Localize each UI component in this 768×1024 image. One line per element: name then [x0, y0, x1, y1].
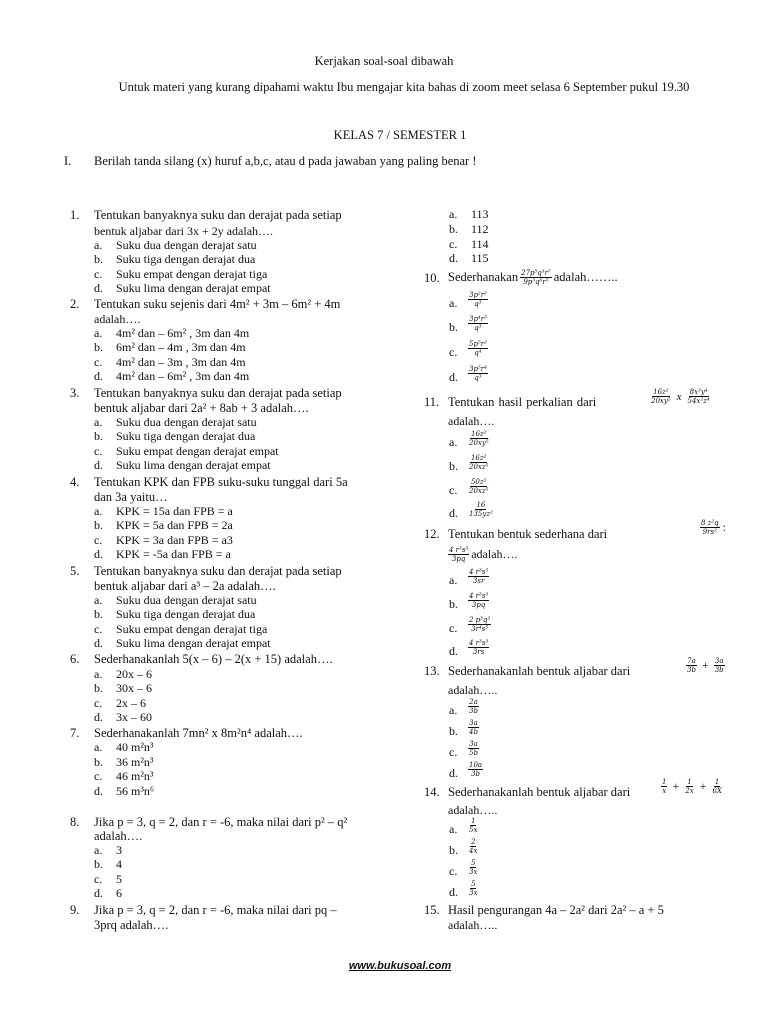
q9-text-line1: Jika p = 3, q = 2, dan r = -6, maka nilai dari pq – [94, 903, 337, 917]
q7-option-d-letter[interactable]: d. [94, 784, 103, 798]
q2-option-d-letter[interactable]: d. [94, 369, 103, 383]
q2-option-c-letter[interactable]: c. [94, 355, 103, 369]
q3-option-c-letter[interactable]: c. [94, 444, 103, 458]
q3-text-line2: bentuk aljabar dari 2a² + 8ab + 3 adalah…. [94, 401, 309, 415]
q15-text-line2: adalah….. [448, 918, 498, 932]
q5-option-b: Suku tiga dengan derajat dua [116, 607, 256, 621]
q10-option-a-letter[interactable]: a. [449, 296, 458, 310]
header-line-2: Untuk materi yang kurang dipahami waktu Ibu mengajar kita bahas di zoom meet selasa 6 September pukul 19.30 [118, 80, 690, 94]
q3-number: 3. [70, 386, 80, 400]
q9-option-d: 115 [471, 251, 489, 265]
q8-option-b-letter[interactable]: b. [94, 857, 103, 871]
q13-option-a-letter[interactable]: a. [449, 703, 458, 717]
q7-option-a-letter[interactable]: a. [94, 740, 103, 754]
q1-option-b: Suku tiga dengan derajat dua [116, 252, 256, 266]
q6-option-c: 2x – 6 [116, 696, 146, 710]
q10-option-c: $\frac{\text{5p⁵r²}}{\text{q⁴}}$ [469, 339, 487, 357]
q4-option-c-letter[interactable]: c. [94, 533, 103, 547]
q14-option-b-letter[interactable]: b. [449, 843, 458, 857]
q5-option-c: Suku empat dengan derajat tiga [116, 622, 268, 636]
q1-option-a-letter[interactable]: a. [94, 238, 103, 252]
q12-expression-1: $\frac{\text{8 z²q}}{\text{9rs²}}$ : [701, 519, 726, 536]
q8-text-line2: adalah…. [94, 829, 143, 843]
q3-text-line1: Tentukan banyaknya suku dan derajat pada setiap [94, 386, 342, 400]
q12-text: Tentukan bentuk sederhana dari [448, 527, 608, 541]
q8-option-a: 3 [116, 843, 122, 857]
q4-option-b: KPK = 5a dan FPB = 2a [116, 518, 233, 532]
q10-tail: adalah…….. [553, 270, 618, 284]
q6-option-c-letter[interactable]: c. [94, 696, 103, 710]
q12-option-c: $\frac{\text{2 p³q²}}{\text{3r⁴s⁵}}$ [469, 615, 491, 633]
q6-option-b-letter[interactable]: b. [94, 681, 103, 695]
q5-option-c-letter[interactable]: c. [94, 622, 103, 636]
q3-option-c: Suku empat dengan derajat empat [116, 444, 279, 458]
q9-number: 9. [70, 903, 80, 917]
q14-option-d: $\frac{5}{3x}$ [469, 879, 478, 897]
q8-text-line1: Jika p = 3, q = 2, dan r = -6, maka nilai dari p² – q² [94, 815, 348, 829]
q5-text-line2: bentuk aljabar dari a³ – 2a adalah…. [94, 579, 276, 593]
q5-option-a-letter[interactable]: a. [94, 593, 103, 607]
q8-option-d: 6 [116, 886, 122, 900]
q13-option-d-letter[interactable]: d. [449, 766, 458, 780]
q8-option-a-letter[interactable]: a. [94, 843, 103, 857]
q2-option-a: 4m² dan – 6m² , 3m dan 4m [116, 326, 250, 340]
q7-text-line1: Sederhanakanlah 7mn² x 8m²n⁴ adalah…. [94, 726, 303, 740]
q6-text-line1: Sederhanakanlah 5(x – 6) – 2(x + 15) adalah…. [94, 652, 333, 666]
q11-option-a: $\frac{\text{16z²}}{\text{20xy⁵}}$ [469, 429, 489, 447]
q10-expression: $\frac{\text{27p⁵q³r⁷}}{\text{9p³q⁶r⁵}}$ [521, 268, 551, 286]
q1-option-c: Suku empat dengan derajat tiga [116, 267, 268, 281]
q8-option-d-letter[interactable]: d. [94, 886, 103, 900]
q13-option-c: $\frac{3a}{5b}$ [469, 739, 478, 757]
q11-text: Tentukan hasil perkalian dari [448, 395, 597, 409]
q14-text: Sederhanakanlah bentuk aljabar dari [448, 785, 631, 799]
q4-option-b-letter[interactable]: b. [94, 518, 103, 532]
q5-option-b-letter[interactable]: b. [94, 607, 103, 621]
q2-number: 2. [70, 297, 80, 311]
q6-option-b: 30x – 6 [116, 681, 152, 695]
q9-text-line2: 3prq adalah…. [94, 918, 169, 932]
q5-option-d: Suku lima dengan derajat empat [116, 636, 271, 650]
q6-number: 6. [70, 652, 80, 666]
q3-option-a: Suku dua dengan derajat satu [116, 415, 257, 429]
q12-option-a: $\frac{\text{4 r³s⁵}}{3sr}$ [469, 567, 489, 585]
q4-option-d-letter[interactable]: d. [94, 547, 103, 561]
q4-option-d: KPK = -5a dan FPB = a [116, 547, 231, 561]
q14-option-a: $\frac{1}{5x}$ [469, 816, 478, 834]
q12-option-b-letter[interactable]: b. [449, 597, 458, 611]
header-line-1: Kerjakan soal-soal dibawah [314, 54, 454, 68]
q12-number: 12. [424, 527, 440, 541]
q13-number: 13. [424, 664, 440, 678]
q11-number: 11. [424, 395, 440, 409]
q13-expression: $\frac{7a}{3b}$ + $\frac{3a}{3b}$ [687, 657, 724, 674]
q12-option-c-letter[interactable]: c. [449, 621, 458, 635]
q9-option-a: 113 [471, 207, 489, 221]
q4-number: 4. [70, 475, 80, 489]
q12-option-a-letter[interactable]: a. [449, 573, 458, 587]
footer-link[interactable]: www.bukusoal.com [348, 960, 452, 972]
q3-option-d-letter[interactable]: d. [94, 458, 103, 472]
q4-text-line2: dan 3a yaitu… [94, 490, 168, 504]
q14-option-c: $\frac{5}{3x}$ [469, 858, 478, 876]
q4-text-line1: Tentukan KPK dan FPB suku-suku tunggal dari 5a [94, 475, 348, 489]
section-number: I. [64, 154, 72, 168]
q5-option-d-letter[interactable]: d. [94, 636, 103, 650]
q7-option-d: 56 m³n⁶ [116, 784, 155, 798]
q11-option-a-letter[interactable]: a. [449, 435, 458, 449]
q12-option-d: $\frac{\text{4 r³s³}}{3rs}$ [469, 638, 489, 656]
q10-option-d: $\frac{\text{3p⁵r⁴}}{\text{q³}}$ [469, 364, 487, 382]
q7-option-b: 36 m²n³ [116, 755, 154, 769]
q7-option-b-letter[interactable]: b. [94, 755, 103, 769]
q9-option-b: 112 [471, 222, 489, 236]
q7-number: 7. [70, 726, 80, 740]
class-title: KELAS 7 / SEMESTER 1 [333, 128, 467, 142]
q4-option-a: KPK = 15a dan FPB = a [116, 504, 233, 518]
q10-option-b: $\frac{\text{3p⁴r⁵}}{\text{q³}}$ [469, 314, 487, 332]
q14-option-d-letter[interactable]: d. [449, 885, 458, 899]
q15-number: 15. [424, 903, 440, 917]
q12-expression-2: $\frac{\text{4 r³s³}}{3pq}$ adalah…. [449, 545, 518, 563]
q6-option-d: 3x – 60 [116, 710, 152, 724]
q13-text: Sederhanakanlah bentuk aljabar dari [448, 664, 631, 678]
q1-number: 1. [70, 208, 80, 222]
q2-option-d: 4m² dan – 6m² , 3m dan 4m [116, 369, 250, 383]
q2-option-a-letter[interactable]: a. [94, 326, 103, 340]
q6-option-a: 20x – 6 [116, 667, 152, 681]
q1-option-a: Suku dua dengan derajat satu [116, 238, 257, 252]
q9-option-a-letter[interactable]: a. [449, 207, 458, 221]
q4-option-c: KPK = 3a dan FPB = a3 [116, 533, 233, 547]
q6-option-a-letter[interactable]: a. [94, 667, 103, 681]
q1-option-c-letter[interactable]: c. [94, 267, 103, 281]
q2-option-c: 4m² dan – 3m , 3m dan 4m [116, 355, 246, 369]
q3-option-b-letter[interactable]: b. [94, 429, 103, 443]
q1-option-d: Suku lima dengan derajat empat [116, 281, 271, 295]
q9-option-b-letter[interactable]: b. [449, 222, 458, 236]
q10-option-b-letter[interactable]: b. [449, 320, 458, 334]
q1-text-line1: Tentukan banyaknya suku dan derajat pada setiap [94, 208, 342, 222]
q2-text-line1: Tentukan suku sejenis dari 4m² + 3m – 6m² + 4m [94, 297, 341, 311]
q11-option-c: $\frac{\text{50z⁵}}{\text{20xz⁵}}$ [469, 477, 489, 495]
q14-text-line2: adalah….. [448, 803, 498, 817]
q1-option-d-letter[interactable]: d. [94, 281, 103, 295]
q7-option-a: 40 m²n³ [116, 740, 154, 754]
q8-number: 8. [70, 815, 80, 829]
q5-text-line1: Tentukan banyaknya suku dan derajat pada setiap [94, 564, 342, 578]
q7-option-c: 46 m²n³ [116, 769, 154, 783]
q15-text-line1: Hasil pengurangan 4a – 2a² dari 2a² – a + 5 [448, 903, 664, 917]
q10-text: Sederhanakan [448, 270, 519, 284]
q11-option-c-letter[interactable]: c. [449, 483, 458, 497]
q12-option-b: $\frac{\text{4 r³s³}}{3pq}$ [469, 591, 489, 609]
q5-number: 5. [70, 564, 80, 578]
q3-option-b: Suku tiga dengan derajat dua [116, 429, 256, 443]
q13-text-line2: adalah….. [448, 683, 498, 697]
q5-option-a: Suku dua dengan derajat satu [116, 593, 257, 607]
q11-text-line2: adalah…. [448, 414, 495, 428]
q7-option-c-letter[interactable]: c. [94, 769, 103, 783]
q13-option-a: $\frac{2a}{3b}$ [469, 697, 478, 715]
q14-option-a-letter[interactable]: a. [449, 822, 458, 836]
q10-option-d-letter[interactable]: d. [449, 370, 458, 384]
q8-option-b: 4 [116, 857, 122, 871]
q8-option-c-letter[interactable]: c. [94, 872, 103, 886]
q12-option-d-letter[interactable]: d. [449, 644, 458, 658]
q8-option-c: 5 [116, 872, 122, 886]
q14-option-b: $\frac{2}{4x}$ [469, 837, 478, 855]
q11-expression: $\frac{\text{16z²}}{\text{20xy⁵}}$ x $\frac{\text{8x³y⁴}}{\text{54x²z⁴}}$ [651, 388, 710, 405]
q10-option-c-letter[interactable]: c. [449, 345, 458, 359]
q10-number: 10. [424, 271, 440, 285]
q14-expression: $\frac{1}{x}$ + $\frac{1}{2x}$ + $\frac{1}{6X}$ [662, 778, 722, 795]
q9-option-c: 114 [471, 237, 489, 251]
q9-option-c-letter[interactable]: c. [449, 237, 458, 251]
q14-option-c-letter[interactable]: c. [449, 864, 458, 878]
q4-option-a-letter[interactable]: a. [94, 504, 103, 518]
q11-option-d: $\frac{16}{\text{135yz²}}$ [469, 500, 493, 518]
q2-text-line2: adalah…. [94, 312, 141, 326]
q13-option-b-letter[interactable]: b. [449, 724, 458, 738]
q14-number: 14. [424, 785, 440, 799]
q2-option-b: 6m² dan – 4m , 3m dan 4m [116, 340, 246, 354]
q10-question [448, 265, 618, 289]
q3-option-d: Suku lima dengan derajat empat [116, 458, 271, 472]
instruction: Berilah tanda silang (x) huruf a,b,c, atau d pada jawaban yang paling benar ! [94, 154, 477, 168]
q6-option-d-letter[interactable]: d. [94, 710, 103, 724]
q3-option-a-letter[interactable]: a. [94, 415, 103, 429]
q11-option-d-letter[interactable]: d. [449, 506, 458, 520]
q13-option-b: $\frac{3a}{4b}$ [469, 718, 478, 736]
q1-option-b-letter[interactable]: b. [94, 252, 103, 266]
q11-option-b: $\frac{\text{16z²}}{\text{20xz⁵}}$ [469, 453, 489, 471]
q1-text-line2: bentuk aljabar dari 3x + 2y adalah…. [94, 224, 274, 238]
q10-option-a: $\frac{\text{3p²r²}}{\text{q³}}$ [469, 290, 487, 308]
q13-option-d: $\frac{10a}{3b}$ [469, 760, 483, 778]
q11-option-b-letter[interactable]: b. [449, 459, 458, 473]
q2-option-b-letter[interactable]: b. [94, 340, 103, 354]
q9-option-d-letter[interactable]: d. [449, 251, 458, 265]
q13-option-c-letter[interactable]: c. [449, 745, 458, 759]
